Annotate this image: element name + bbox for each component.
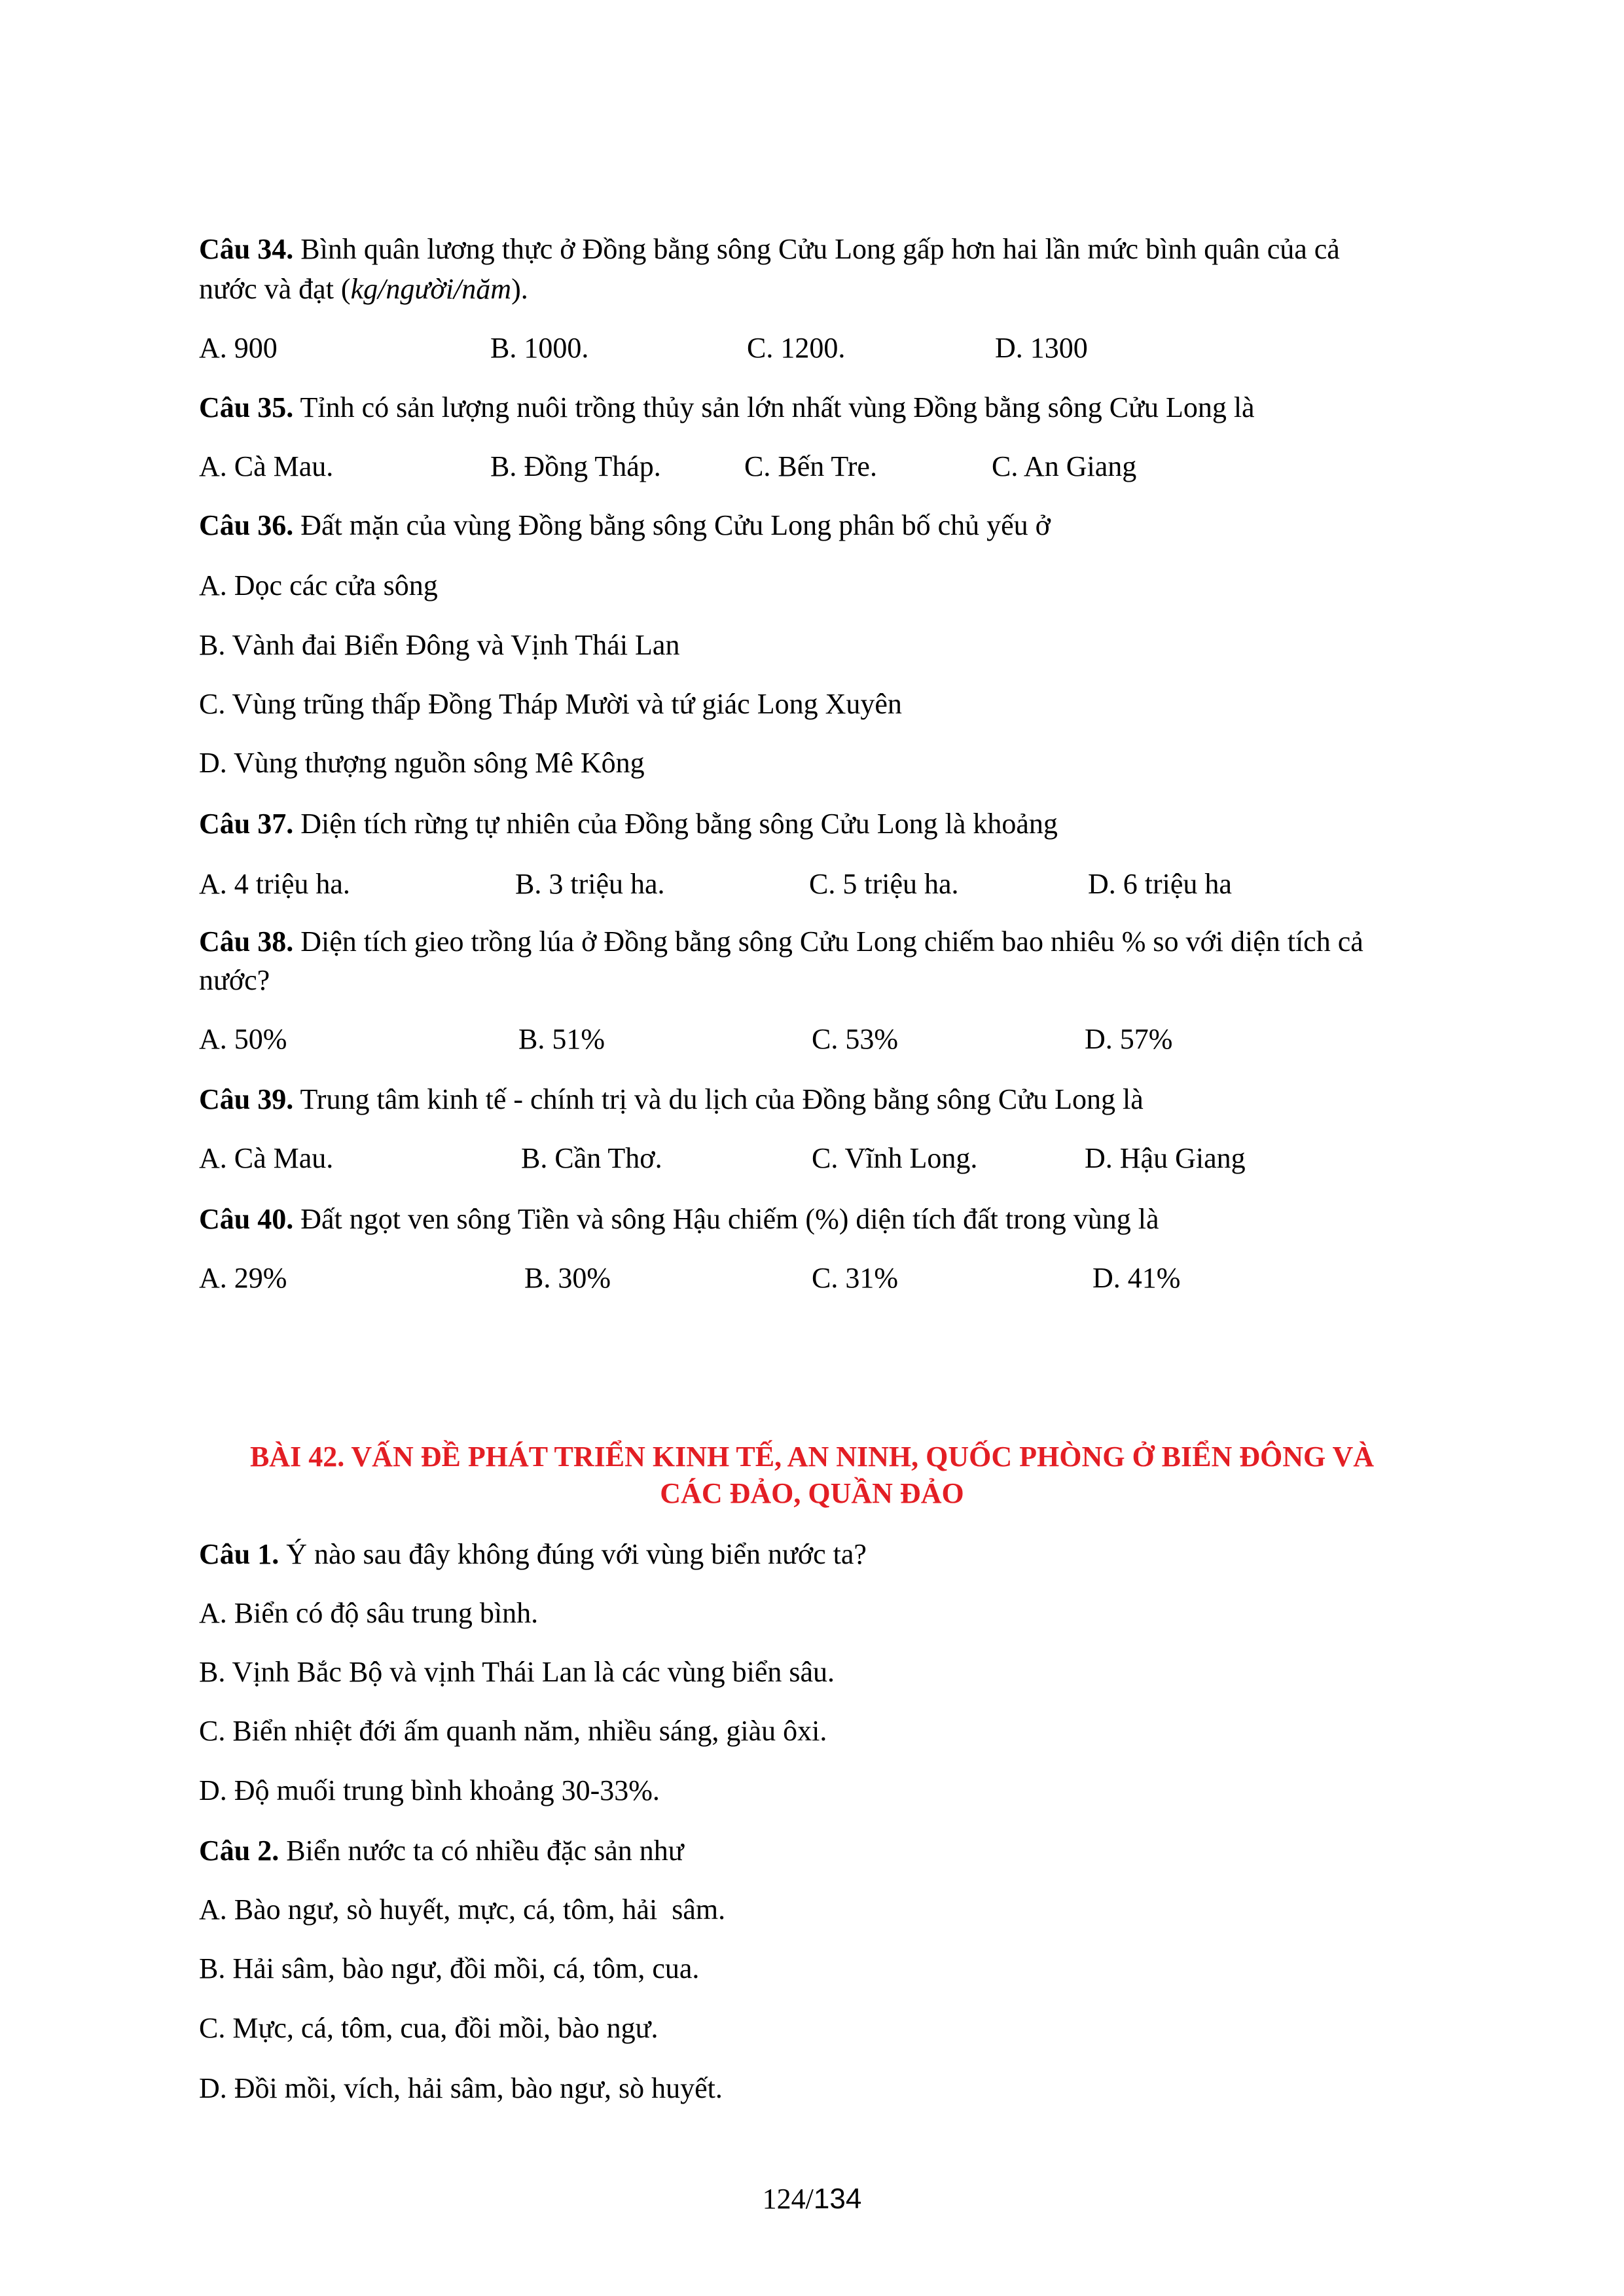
question-38-line-2: nước?: [199, 964, 270, 996]
question-34-text: Bình quân lương thực ở Đồng bằng sông Cửu Long gấp hơn hai lần mức bình quân của cả: [300, 233, 1340, 265]
question-35-label: Câu 35.: [199, 391, 294, 423]
page-number-current: 124/: [762, 2183, 814, 2215]
question-35-option-d: C. An Giang: [992, 450, 1137, 482]
question-37-text: Diện tích rừng tự nhiên của Đồng bằng sông Cửu Long là khoảng: [300, 808, 1058, 840]
question-38-text: Diện tích gieo trồng lúa ở Đồng bằng sông Cửu Long chiếm bao nhiêu % so với diện tích cả: [300, 925, 1363, 958]
question-34-text-cont: nước và đạt (: [199, 273, 351, 305]
question-39-line: [199, 1083, 1144, 1116]
question-1-option-b: B. Vịnh Bắc Bộ và vịnh Thái Lan là các vùng biển sâu.: [199, 1656, 835, 1688]
question-38-option-b: B. 51%: [518, 1023, 605, 1055]
question-35-text: Tỉnh có sản lượng nuôi trồng thủy sản lớn nhất vùng Đồng bằng sông Cửu Long là: [300, 391, 1255, 423]
question-2-option-c: C. Mực, cá, tôm, cua, đồi mồi, bào ngư.: [199, 2012, 659, 2044]
question-36-option-c: C. Vùng trũng thấp Đồng Tháp Mười và tứ giác Long Xuyên: [199, 688, 902, 720]
question-34-text-end: ).: [511, 273, 528, 305]
question-40-option-a: A. 29%: [199, 1262, 287, 1294]
page-number-total: 134: [813, 2183, 862, 2215]
question-35-line: [199, 391, 1255, 424]
page-number: [0, 2183, 1624, 2215]
question-37-label: Câu 37.: [199, 808, 294, 840]
question-2-label: Câu 2.: [199, 1835, 280, 1867]
question-1-line: [199, 1538, 867, 1571]
question-38-option-d: D. 57%: [1085, 1023, 1173, 1055]
question-38-option-c: C. 53%: [812, 1023, 898, 1055]
question-1-label: Câu 1.: [199, 1538, 280, 1570]
question-40-option-d: D. 41%: [1092, 1262, 1181, 1294]
question-37-line: [199, 808, 1058, 840]
question-39-option-c: C. Vĩnh Long.: [812, 1142, 978, 1174]
question-2-text: Biển nước ta có nhiều đặc sản như: [286, 1835, 684, 1867]
question-39-text: Trung tâm kinh tế - chính trị và du lịch của Đồng bằng sông Cửu Long là: [300, 1083, 1144, 1115]
question-37-option-b: B. 3 triệu ha.: [515, 868, 665, 900]
question-37-option-d: D. 6 triệu ha: [1088, 868, 1232, 900]
question-2-option-b: B. Hải sâm, bào ngư, đồi mồi, cá, tôm, cua.: [199, 1952, 700, 1984]
question-1-option-c: C. Biển nhiệt đới ấm quanh năm, nhiều sáng, giàu ôxi.: [199, 1715, 827, 1747]
question-34-option-a: A. 900: [199, 332, 278, 364]
question-34-label: Câu 34.: [199, 233, 294, 265]
question-36-text: Đất mặn của vùng Đồng bằng sông Cửu Long phân bố chủ yếu ở: [300, 509, 1051, 541]
question-34-option-c: C. 1200.: [747, 332, 846, 364]
question-40-line: [199, 1203, 1159, 1236]
question-35-option-b: B. Đồng Tháp.: [490, 450, 661, 482]
question-36-option-a: A. Dọc các cửa sông: [199, 569, 438, 601]
question-2-option-a: A. Bào ngư, sò huyết, mực, cá, tôm, hải sâm.: [199, 1893, 726, 1926]
question-2-line: [199, 1835, 684, 1867]
question-34-option-d: D. 1300: [995, 332, 1088, 364]
question-34-line-2: [199, 273, 528, 306]
question-36-label: Câu 36.: [199, 509, 294, 541]
question-36-option-d: D. Vùng thượng nguồn sông Mê Kông: [199, 747, 645, 779]
question-40-label: Câu 40.: [199, 1203, 294, 1235]
question-37-option-c: C. 5 triệu ha.: [809, 868, 959, 900]
question-34-line-1: [199, 233, 1340, 266]
question-38-line-1: [199, 925, 1363, 958]
question-38-option-a: A. 50%: [199, 1023, 287, 1055]
question-40-option-b: B. 30%: [524, 1262, 611, 1294]
question-36-option-b: B. Vành đai Biển Đông và Vịnh Thái Lan: [199, 629, 680, 661]
section-title-line-2: CÁC ĐẢO, QUẦN ĐẢO: [660, 1477, 964, 1509]
question-36-line: [199, 509, 1051, 542]
question-39-option-d: D. Hậu Giang: [1085, 1142, 1246, 1174]
question-34-option-b: B. 1000.: [490, 332, 589, 364]
question-1-option-d: D. Độ muối trung bình khoảng 30-33%.: [199, 1774, 660, 1806]
question-38-label: Câu 38.: [199, 925, 294, 958]
question-2-option-d: D. Đồi mồi, vích, hải sâm, bào ngư, sò huyết.: [199, 2072, 723, 2104]
question-37-option-a: A. 4 triệu ha.: [199, 868, 350, 900]
question-35-option-a: A. Cà Mau.: [199, 450, 334, 482]
question-39-label: Câu 39.: [199, 1083, 294, 1115]
section-title-line-1: BÀI 42. VẤN ĐỀ PHÁT TRIỂN KINH TẾ, AN NINH, QUỐC PHÒNG Ở BIỂN ĐÔNG VÀ: [249, 1441, 1375, 1473]
question-34-unit: kg/người/năm: [350, 273, 512, 305]
question-35-option-c: C. Bến Tre.: [744, 450, 877, 482]
question-1-text: Ý nào sau đây không đúng với vùng biển nước ta?: [286, 1538, 867, 1570]
question-40-option-c: C. 31%: [812, 1262, 898, 1294]
question-39-option-b: B. Cần Thơ.: [521, 1142, 662, 1174]
question-40-text: Đất ngọt ven sông Tiền và sông Hậu chiếm (%) diện tích đất trong vùng là: [300, 1203, 1159, 1235]
question-39-option-a: A. Cà Mau.: [199, 1142, 334, 1174]
question-1-option-a: A. Biển có độ sâu trung bình.: [199, 1597, 539, 1629]
